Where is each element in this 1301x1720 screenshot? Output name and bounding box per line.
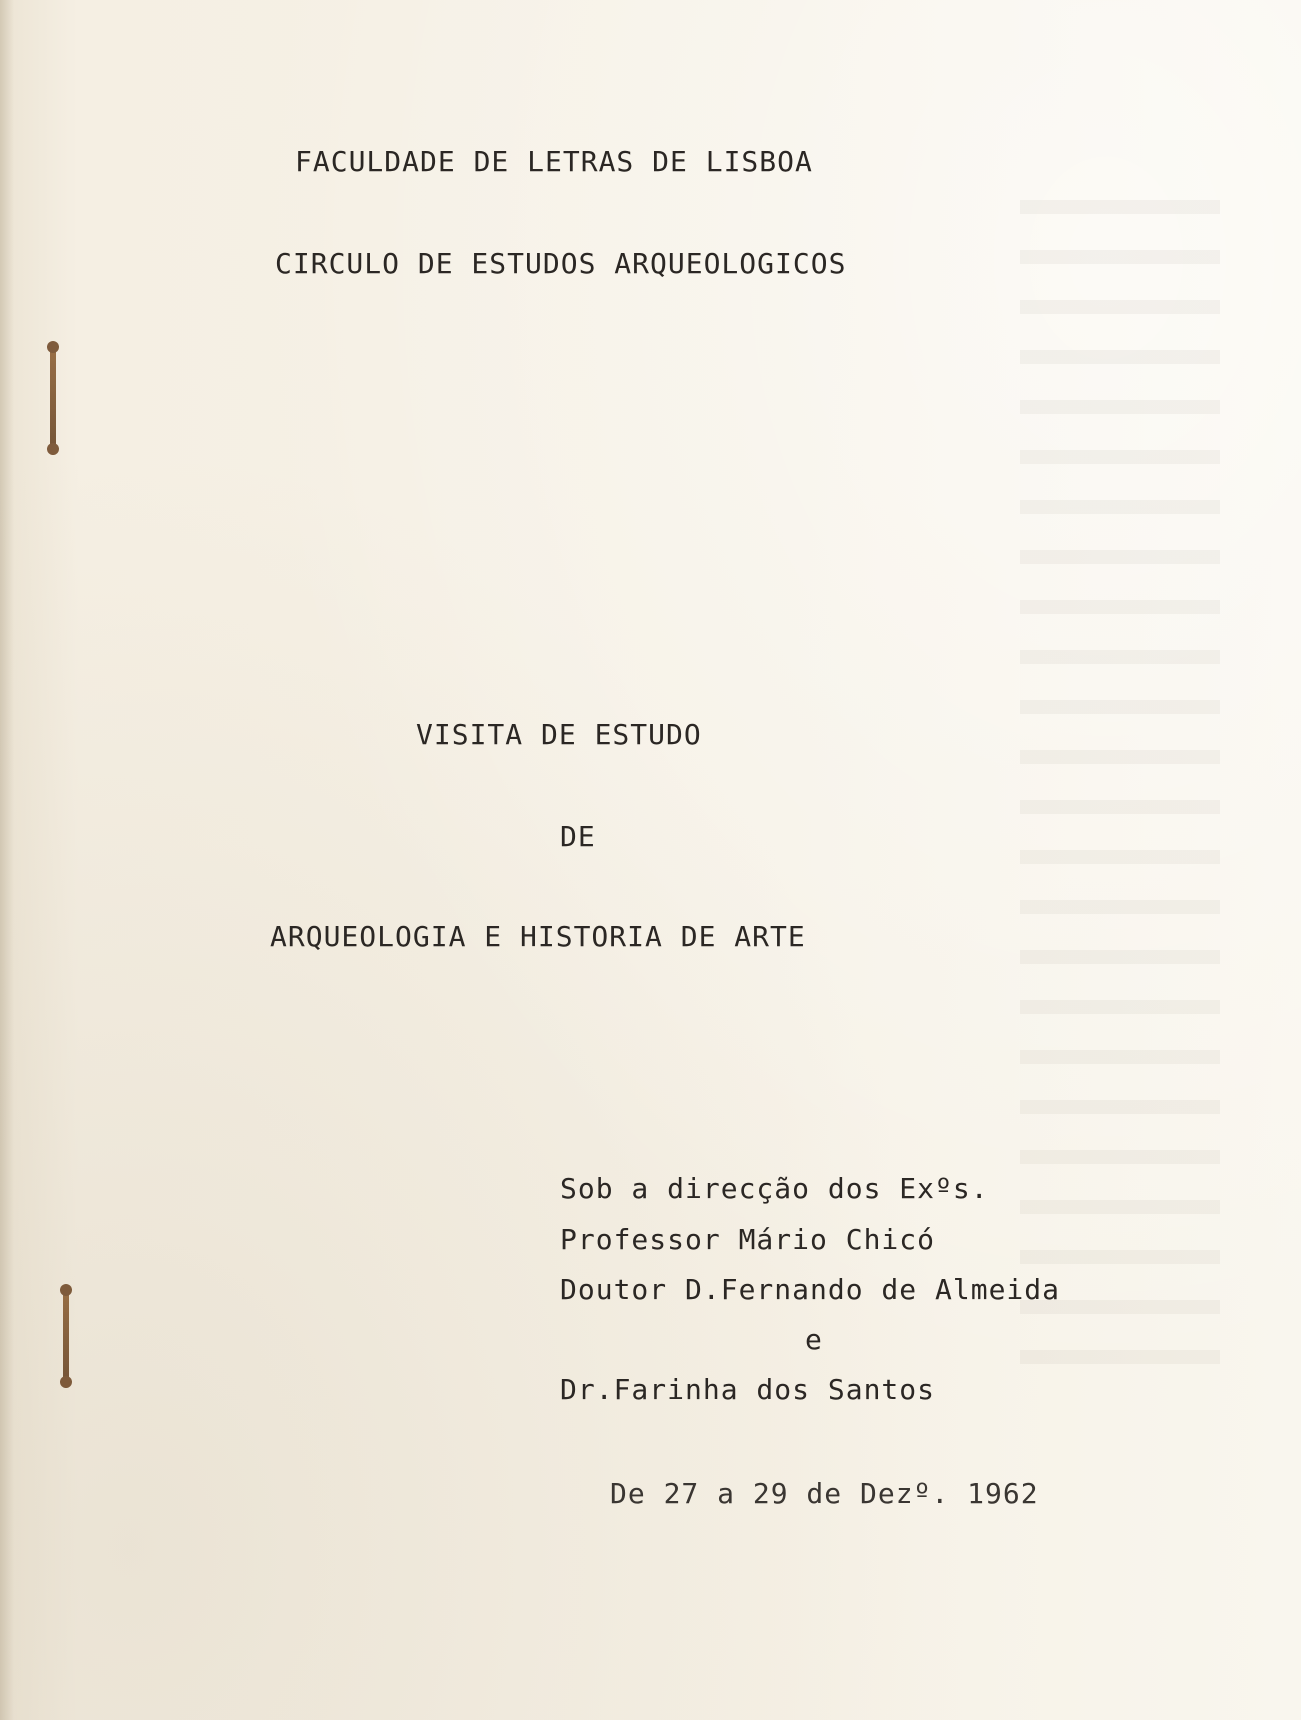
direction-intro: Sob a direcção dos Exºs. [560, 1172, 989, 1205]
director-2: Doutor D.Fernando de Almeida [560, 1273, 1061, 1306]
staple-bottom [63, 1288, 69, 1388]
conjunction: e [805, 1323, 823, 1356]
title-line-3: ARQUEOLOGIA E HISTORIA DE ARTE [270, 920, 806, 953]
title-line-2: DE [560, 820, 596, 853]
director-3: Dr.Farinha dos Santos [560, 1373, 936, 1406]
staple-top [50, 345, 56, 455]
faculty-heading: FACULDADE DE LETRAS DE LISBOA [295, 145, 813, 178]
paper-edge-shadow [0, 0, 14, 1720]
circle-heading: CIRCULO DE ESTUDOS ARQUEOLOGICOS [275, 247, 847, 280]
visit-date: De 27 a 29 de Dezº. 1962 [610, 1477, 1039, 1510]
bleed-through-text [1020, 200, 1220, 1400]
title-line-1: VISITA DE ESTUDO [416, 718, 702, 751]
director-1: Professor Mário Chicó [560, 1223, 936, 1256]
